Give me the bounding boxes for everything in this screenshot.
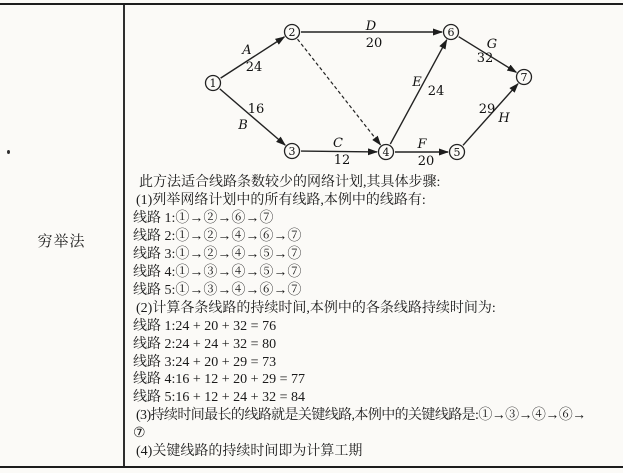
duration-list-item-3: 线路 3:24 + 20 + 29 = 73 [133,354,277,370]
edge-activity-label-B: B [238,118,248,133]
path-list-item-1: 线路 1:①→②→⑥→⑦ [133,210,274,226]
dummy-edge-2-4 [298,39,381,145]
edge-duration-label-20: 20 [365,36,383,51]
step2-heading: (2)计算各条线路的持续时间,本例中的各条线路持续时间为: [136,300,496,316]
node-number-2: 2 [288,25,296,39]
diagram-layer [206,19,532,169]
network-diagram [0,0,623,175]
edge-activity-label-F: F [417,137,427,152]
intro-line: 此方法适合线路条数较少的网络计划,其具体步骤: [139,175,441,190]
path-list-item-2: 线路 2:①→②→④→⑥→⑦ [133,228,302,244]
edge-duration-label-32: 32 [476,51,494,66]
method-steps-text [133,174,623,461]
step1-heading: (1)列举网络计划中的所有线路,本例中的线路有: [136,192,426,208]
node-number-1: 1 [209,76,217,90]
node-number-5: 5 [453,145,461,159]
edge-duration-label-20: 20 [417,154,435,169]
edge-1-3 [220,89,285,145]
node-number-7: 7 [520,70,528,84]
edge-3-4 [301,151,377,152]
node-number-6: 6 [447,25,455,39]
edge-duration-label-24: 24 [245,60,263,75]
edge-duration-label-16: 16 [247,102,265,117]
duration-list-item-1: 线路 1:24 + 20 + 32 = 76 [133,318,277,334]
step3-line: (3)持续时间最长的线路就是关键线路,本例中的关键线路是:①→③→④→⑥→ [136,408,586,424]
edge-activity-label-H: H [498,111,510,126]
step4-line: (4)关键线路的持续时间即为计算工期 [136,444,363,460]
duration-list-item-2: 线路 2:24 + 24 + 32 = 80 [133,336,277,352]
edge-duration-label-24: 24 [427,84,445,99]
edge-duration-label-29: 29 [478,102,496,117]
node-number-4: 4 [382,145,390,159]
method-name-label: 穷举法 [37,234,86,250]
path-list-item-3: 线路 3:①→②→④→⑤→⑦ [133,246,302,262]
edge-activity-label-G: G [486,37,498,52]
edge-activity-label-C: C [333,136,343,151]
edge-activity-label-E: E [412,75,422,90]
edge-duration-label-12: 12 [333,153,351,168]
edge-activity-label-A: A [242,43,252,58]
path-list-item-5: 线路 5:①→③→④→⑥→⑦ [133,282,302,298]
step3-wrap-line: ⑦ [133,426,146,442]
edge-activity-label-D: D [365,19,377,34]
table-bottom-border [0,466,623,468]
duration-list-item-4: 线路 4:16 + 12 + 20 + 29 = 77 [133,372,305,388]
node-number-3: 3 [288,144,296,158]
path-list-item-4: 线路 4:①→③→④→⑤→⑦ [133,264,302,280]
duration-list-item-5: 线路 5:16 + 12 + 24 + 32 = 84 [133,390,305,406]
method-name-cell [0,230,123,251]
